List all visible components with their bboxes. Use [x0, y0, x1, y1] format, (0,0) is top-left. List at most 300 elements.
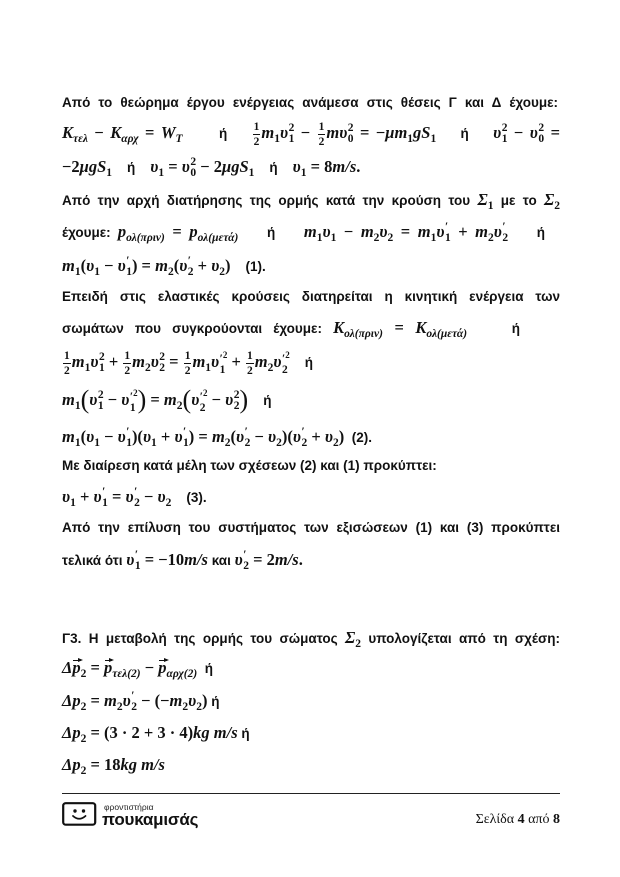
text-run: έχουμε: — [62, 225, 118, 240]
math-operator: = — [86, 691, 105, 710]
math-operator: = 8 — [306, 157, 333, 176]
math-variable: m — [155, 256, 168, 275]
vector-letter: p — [158, 658, 167, 677]
text-line-15 — [62, 545, 303, 576]
math-variable: υ — [268, 427, 277, 446]
text-line-10 — [62, 385, 271, 416]
math-variable: kg m/s — [193, 723, 238, 742]
math-operator: + — [156, 427, 175, 446]
fraction-denominator: 2 — [64, 364, 70, 377]
text-line-1 — [62, 88, 558, 118]
subscript: 1 — [444, 232, 451, 245]
subscript: ολ(μετά) — [197, 232, 239, 244]
math-variable: Σ — [477, 190, 488, 209]
math-variable: kg m/s — [120, 755, 165, 774]
math-variable: υ — [62, 487, 71, 506]
subscript: 2 — [281, 364, 288, 377]
superscript-row — [282, 350, 290, 365]
superscript: ′ — [131, 690, 135, 703]
superscript: 2 — [233, 389, 240, 402]
subscript: 2 — [80, 733, 87, 745]
math-variable: p — [189, 222, 198, 241]
subscript: 1 — [407, 133, 414, 145]
math-operator: − — [294, 123, 317, 142]
math-variable: υ — [273, 352, 282, 371]
subscript: 0 — [190, 167, 197, 180]
fraction — [318, 121, 326, 148]
math-variable: m — [360, 222, 374, 241]
math-variable: Σ — [345, 628, 356, 647]
fraction — [184, 350, 192, 377]
math-operator: ) — [338, 427, 345, 446]
subscript: 1 — [487, 200, 494, 212]
math-variable: Δp — [62, 723, 81, 742]
math-operator: ( — [173, 256, 180, 275]
superscript: 2 — [538, 122, 545, 135]
math-variable: υ — [225, 390, 234, 409]
subscript: ολ(πριν) — [126, 232, 165, 244]
math-operator: = — [86, 658, 105, 677]
subscript: 2 — [165, 497, 172, 509]
subscript: T — [175, 133, 183, 145]
text-line-9 — [62, 347, 313, 378]
math-operator: + — [193, 256, 212, 275]
subscript: 1 — [183, 437, 189, 450]
subscript: αρχ(2) — [166, 668, 198, 680]
math-variable: K — [415, 318, 427, 337]
fraction — [246, 350, 254, 377]
superscript: ′ — [502, 221, 506, 234]
vector-symbol — [104, 658, 112, 678]
math-variable: μgS — [222, 157, 249, 176]
subscript: 1 — [74, 400, 81, 412]
text-run: Από το θεώρημα έργου ενέργειας ανάμεσα στις θέσεις Γ και Δ έχουμε: — [62, 95, 558, 110]
subscript: 1 — [288, 133, 295, 146]
math-variable: Δp — [62, 755, 81, 774]
text-run: ή — [248, 393, 272, 408]
subscript: 2 — [373, 232, 380, 244]
math-operator: ( — [80, 427, 87, 446]
math-operator: − — [139, 487, 158, 506]
subscript: 1 — [330, 232, 337, 244]
text-run: με το — [493, 193, 545, 208]
text-line-4 — [62, 185, 560, 216]
text-run: Γ3. Η μεταβολή της ορμής του σώματος — [62, 631, 345, 646]
math-operator: . — [298, 550, 303, 569]
math-variable: m — [211, 427, 225, 446]
subscript: 2 — [199, 402, 206, 415]
subscript: 2 — [301, 437, 308, 450]
math-operator: ( — [80, 256, 87, 275]
fraction-denominator: 2 — [124, 364, 131, 377]
text-run: (3). — [171, 490, 207, 505]
math-variable: υ — [174, 427, 183, 446]
text-run: ή — [112, 160, 151, 175]
superscript-exponent: 2 — [285, 350, 290, 361]
subscript: τελ — [73, 133, 88, 145]
math-variable: υ — [379, 222, 388, 241]
text-run: Επειδή στις ελαστικές κρούσεις διατηρείται η κινητική ενέργεια των — [62, 289, 560, 304]
subscript: 1 — [126, 437, 132, 450]
fraction-numerator: 1 — [184, 349, 191, 362]
superscript: ′ — [134, 549, 139, 562]
text-run: ή — [436, 126, 494, 141]
text-line-14 — [62, 513, 560, 543]
smiley-screen-icon — [62, 802, 97, 827]
math-operator: − — [207, 390, 226, 409]
math-variable: υ — [493, 222, 502, 241]
subscript: 1 — [106, 167, 113, 179]
math-operator: )( — [281, 427, 293, 446]
math-operator: ( — [230, 427, 237, 446]
large-parenthesis: ( — [80, 385, 90, 414]
superscript: ′ — [126, 426, 130, 439]
text-line-16 — [62, 623, 560, 654]
math-operator: = — [393, 222, 418, 241]
math-variable: υ — [191, 390, 200, 409]
math-variable: υ — [89, 390, 98, 409]
text-line-20 — [62, 750, 165, 781]
text-run: Από την επίλυση του συστήματος των εξισώσεων (1) και (3) προκύπτει — [62, 520, 560, 535]
subscript: 2 — [243, 560, 249, 573]
large-parenthesis: ) — [239, 385, 249, 414]
math-operator: + — [227, 352, 246, 371]
vector-letter: p — [72, 658, 81, 677]
math-variable: m — [417, 222, 431, 241]
subscript: 2 — [167, 266, 174, 278]
text-run: και — [207, 553, 235, 568]
math-operator: + — [104, 352, 123, 371]
fraction — [123, 350, 131, 377]
page-label: Σελίδα — [475, 812, 515, 827]
text-line-5 — [62, 217, 545, 248]
subscript: 2 — [116, 701, 123, 713]
math-variable: Δp — [62, 691, 81, 710]
subscript: 2 — [244, 437, 251, 450]
superscript: 2 — [190, 156, 197, 169]
math-variable: m — [62, 390, 75, 409]
math-operator: −2 — [62, 157, 80, 176]
text-run: ή — [289, 355, 313, 370]
subscript: 1 — [158, 167, 165, 179]
text-line-7 — [62, 282, 560, 312]
page-number — [476, 812, 560, 828]
fraction-numerator: 1 — [253, 120, 260, 133]
math-variable: p — [117, 222, 127, 241]
subscript: 1 — [316, 232, 323, 244]
text-run: ή — [467, 321, 520, 336]
subscript: 1 — [274, 133, 280, 145]
page-current: 4 — [517, 812, 525, 827]
subscript: 2 — [355, 638, 361, 650]
math-variable: m — [169, 691, 183, 710]
math-operator: . — [356, 157, 361, 176]
text-line-8 — [62, 313, 520, 344]
math-variable: m — [163, 390, 177, 409]
math-operator: + — [450, 222, 476, 241]
vector-symbol — [158, 658, 166, 678]
math-operator: − — [140, 658, 159, 677]
superscript: 2 — [288, 122, 295, 135]
subscript: 2 — [80, 765, 87, 777]
math-variable: υ — [121, 390, 130, 409]
math-variable: υ — [150, 157, 159, 176]
superscript: ′ — [219, 353, 223, 366]
math-operator: = 2 — [248, 550, 275, 569]
vector-symbol — [72, 658, 80, 678]
math-variable: υ — [493, 123, 502, 142]
math-operator: = −10 — [140, 550, 185, 569]
superscript-exponent: 2 — [203, 388, 208, 399]
math-variable: mυ — [326, 123, 348, 142]
math-variable: υ — [150, 352, 159, 371]
subscript: 1 — [97, 400, 104, 413]
math-variable: υ — [122, 691, 131, 710]
fraction-denominator: 2 — [184, 364, 191, 377]
math-variable: m — [71, 352, 85, 371]
math-operator: = — [164, 157, 182, 176]
superscript-exponent: 2 — [133, 388, 138, 399]
math-variable: υ — [436, 222, 445, 241]
page-total: 8 — [553, 812, 560, 827]
subscript: 2 — [224, 437, 231, 449]
subscript: 1 — [219, 364, 226, 377]
subscript: 1 — [74, 266, 81, 278]
subscript: 1 — [430, 232, 437, 244]
math-variable: υ — [234, 550, 243, 569]
subscript: 1 — [94, 437, 100, 449]
math-variable: W — [160, 123, 176, 142]
subscript: 1 — [84, 362, 91, 374]
math-variable: υ — [211, 352, 220, 371]
superscript: 2 — [501, 122, 508, 135]
superscript-row — [130, 388, 138, 403]
math-operator: + — [307, 427, 325, 446]
subscript: 2 — [332, 437, 339, 449]
large-parenthesis: ) — [137, 385, 147, 414]
superscript: ′ — [301, 426, 305, 439]
subscript: 1 — [102, 497, 108, 510]
subscript: 1 — [501, 133, 508, 146]
math-variable: m/s — [332, 157, 357, 176]
math-operator: = — [146, 390, 164, 409]
math-variable: gS — [413, 123, 431, 142]
math-variable: υ — [322, 222, 331, 241]
math-variable: υ — [142, 427, 152, 446]
text-line-11 — [62, 422, 372, 453]
superscript: ′ — [199, 391, 204, 404]
text-line-12 — [62, 451, 437, 481]
subscript: 2 — [159, 362, 166, 375]
subscript: 0 — [538, 133, 545, 146]
text-run: σωμάτων που συγκρούονται έχουμε: — [62, 321, 334, 336]
subscript: 2 — [219, 266, 226, 278]
subscript: ολ(πριν) — [344, 328, 383, 340]
math-variable: υ — [179, 256, 188, 275]
superscript: 2 — [347, 122, 354, 135]
math-variable: μgS — [79, 157, 107, 176]
subscript: 2 — [554, 200, 560, 212]
math-variable: m — [62, 256, 75, 275]
superscript: 2 — [98, 351, 105, 364]
text-run: ή — [197, 661, 213, 676]
math-variable: υ — [117, 427, 126, 446]
subscript: 2 — [187, 266, 194, 279]
math-variable: μm — [385, 123, 408, 142]
text-line-13 — [62, 482, 207, 513]
math-variable: Δ — [62, 658, 73, 677]
text-line-17 — [62, 653, 213, 684]
subscript: 1 — [205, 362, 212, 374]
math-operator: − 2 — [196, 157, 223, 176]
superscript: ′ — [281, 353, 286, 366]
sub-superscript — [200, 388, 208, 414]
math-variable: υ — [86, 427, 95, 446]
footer-divider — [62, 793, 560, 794]
math-operator: = — [164, 222, 190, 241]
math-variable: υ — [279, 123, 289, 142]
math-variable: υ — [211, 256, 220, 275]
page-separator: από — [528, 812, 550, 827]
math-operator: − — [87, 123, 111, 142]
math-variable: m — [303, 222, 317, 241]
math-variable: K — [110, 123, 122, 142]
math-variable: υ — [93, 487, 102, 506]
text-run: ή — [238, 225, 304, 240]
math-operator: − — [250, 427, 269, 446]
brand-name: πουκαμισάς — [102, 810, 199, 829]
text-run: ή — [508, 225, 546, 240]
brand-tagline: φροντιστήρια — [104, 802, 154, 812]
superscript: 2 — [97, 389, 104, 402]
math-operator: = (3 · 2 + 3 · 4) — [86, 723, 194, 742]
math-operator: = — [138, 123, 161, 142]
subscript: 2 — [144, 362, 151, 374]
math-variable: m/s — [274, 550, 299, 569]
math-operator: ) = — [131, 256, 156, 275]
math-operator: − — [507, 123, 530, 142]
superscript: ′ — [102, 486, 106, 499]
superscript: ′ — [134, 486, 138, 499]
math-variable: υ — [324, 427, 333, 446]
math-variable: m — [254, 352, 268, 371]
math-variable: υ — [529, 123, 538, 142]
sub-superscript — [282, 350, 290, 376]
subscript: 2 — [196, 701, 202, 713]
subscript: 1 — [248, 167, 255, 179]
fraction — [63, 350, 71, 377]
math-variable: υ — [157, 487, 166, 506]
math-variable: m — [261, 123, 275, 142]
math-variable: υ — [292, 157, 301, 176]
fraction-denominator: 2 — [318, 135, 325, 148]
subscript: 1 — [134, 560, 141, 573]
subscript: 2 — [488, 232, 494, 244]
subscript: 1 — [74, 437, 81, 449]
subscript: 1 — [70, 497, 76, 509]
math-operator: = — [107, 487, 126, 506]
vector-letter: p — [104, 658, 113, 677]
text-run: (2). — [344, 430, 372, 445]
text-run: ή — [254, 160, 293, 175]
math-variable: υ — [188, 691, 197, 710]
fraction-denominator: 2 — [247, 364, 253, 377]
fraction-numerator: 1 — [318, 120, 325, 133]
math-operator: ) — [225, 256, 231, 275]
math-operator: = — [382, 318, 416, 337]
math-variable: υ — [90, 352, 99, 371]
math-variable: m — [132, 352, 145, 371]
math-operator: − — [99, 256, 118, 275]
subscript: 1 — [151, 437, 157, 449]
subscript: 1 — [94, 266, 100, 278]
subscript: 2 — [134, 497, 140, 510]
superscript: ′ — [129, 391, 134, 404]
text-run: Από την αρχή διατήρησης της ορμής κατά την κρούση του — [62, 193, 478, 208]
subscript: 1 — [300, 167, 307, 179]
math-variable: υ — [117, 256, 126, 275]
math-operator: − — [99, 427, 118, 446]
text-line-18 — [62, 686, 219, 717]
fraction-numerator: 1 — [64, 349, 70, 362]
text-run: ή — [237, 726, 250, 741]
math-variable: Σ — [544, 190, 555, 209]
math-variable: m/s — [184, 550, 208, 569]
math-variable: m — [62, 427, 75, 446]
superscript: 2 — [159, 351, 166, 364]
text-run: υπολογίζεται από τη σχέση: — [360, 631, 560, 646]
subscript: 2 — [131, 701, 137, 714]
text-line-3 — [62, 152, 360, 183]
subscript: 2 — [233, 400, 240, 413]
subscript: 0 — [347, 133, 354, 146]
subscript: 2 — [387, 232, 394, 244]
math-operator: = 18 — [86, 755, 121, 774]
math-variable: m — [475, 222, 489, 241]
subscript: 2 — [182, 701, 189, 713]
math-operator: )( — [131, 427, 143, 446]
math-operator: − (− — [136, 691, 170, 710]
superscript-row — [200, 388, 208, 403]
text-run: ή — [182, 126, 252, 141]
fraction — [253, 121, 261, 148]
subscript: 1 — [430, 133, 437, 145]
math-variable: K — [62, 123, 74, 142]
superscript: ′ — [243, 549, 247, 562]
math-variable: m — [192, 352, 206, 371]
math-operator: = — [544, 123, 560, 142]
superscript: ′ — [187, 255, 192, 268]
text-run: ή — [207, 694, 220, 709]
math-variable: υ — [125, 487, 134, 506]
sub-superscript — [130, 388, 138, 414]
subscript: τελ(2) — [112, 668, 141, 680]
math-variable: υ — [181, 157, 190, 176]
subscript: 2 — [176, 400, 183, 412]
subscript: 1 — [129, 402, 136, 415]
math-operator: + — [75, 487, 94, 506]
subscript: ολ(μετά) — [426, 328, 468, 340]
fraction-numerator: 1 — [247, 349, 253, 362]
superscript: ′ — [126, 255, 130, 268]
superscript: ′ — [444, 221, 449, 234]
subscript: 2 — [502, 232, 509, 245]
math-variable: υ — [236, 427, 245, 446]
math-operator: − — [336, 222, 361, 241]
math-variable: m — [104, 691, 117, 710]
fraction-denominator: 2 — [253, 135, 260, 148]
math-variable: υ — [86, 256, 95, 275]
